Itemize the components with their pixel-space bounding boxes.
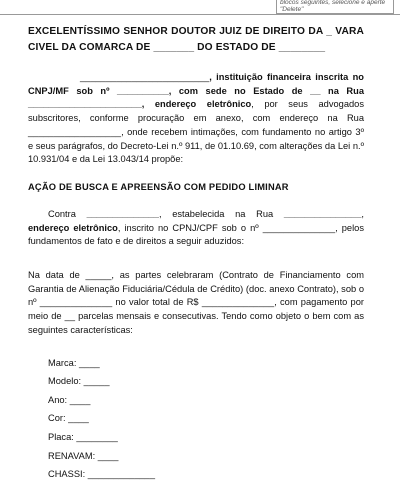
- editing-tip-text: blocos seguintes, selecione e aperte "Delete": [280, 0, 386, 13]
- contract-paragraph: Na data de _____, as partes celebraram (Contrato de Financiamento com Garantia de Alienação Fiduciária/Cédula de Crédito) (doc. anexo Contrato), sob o nº ______________ no valor total de R$ ______________, com pagamento por meio de __ parcelas mensais e consecutivas. Tendo como objeto o bem com as seguintes características:: [28, 270, 364, 335]
- intro-paragraph: [28, 71, 364, 167]
- spec-renavam: RENAVAM: ____: [48, 450, 119, 461]
- defendant-blank: ______________: [86, 208, 159, 219]
- document-page: [28, 24, 364, 484]
- contra-endereco-label: endereço eletrônico: [28, 222, 118, 233]
- spec-placa: Placa: ________: [48, 431, 118, 442]
- contra-middle: , estabelecida na Rua: [158, 208, 284, 219]
- plaintiff-blank: _________________________: [80, 72, 210, 82]
- cnpj-text: CNPJ/MF sob nº __________, com sede no Estado de __ na Rua ______________________,: [28, 85, 364, 110]
- contra-paragraph: [28, 208, 364, 249]
- vehicle-specs: [48, 354, 364, 484]
- spec-cor: Cor: ____: [48, 413, 89, 424]
- spec-modelo: Modelo: _____: [48, 376, 110, 387]
- street-blank: _______________: [283, 208, 362, 219]
- contra-prefix: Contra: [48, 208, 87, 219]
- top-divider: [0, 14, 400, 15]
- spec-ano: Ano: ____: [48, 394, 91, 405]
- editing-tip-box: [276, 0, 394, 14]
- endereco-label: endereço eletrônico: [154, 99, 252, 110]
- institution-text: , instituição financeira inscrita no: [209, 72, 364, 82]
- section-title: AÇÃO DE BUSCA E APREENSÃO COM PEDIDO LIMINAR: [28, 181, 289, 192]
- document-heading: EXCELENTÍSSIMO SENHOR DOUTOR JUIZ DE DIREITO DA _ VARA CIVEL DA COMARCA DE _______ DO ESTADO DE ________: [28, 26, 364, 53]
- spec-marca: Marca: ____: [48, 357, 100, 368]
- contra-comma: ,: [361, 208, 364, 219]
- spec-chassi: CHASSI: _____________: [48, 469, 155, 480]
- intro-rest: , por seus advogados subscritores, conforme procuração em anexo, com endereço na Rua __________________, onde recebem intimações, com fundamento no artigo 3º e seus parágrafos, do Decreto-Lei n.º 911, de 01.10.69, com alterações da Lei n.º 10.931/04 e da Lei 13.043/14 propõe:: [28, 99, 364, 165]
- contra-rest: , inscrito no CPNJ/CPF sob o nº ______________, pelos fundamentos de fato e de direitos a seguir aduzidos:: [28, 222, 364, 247]
